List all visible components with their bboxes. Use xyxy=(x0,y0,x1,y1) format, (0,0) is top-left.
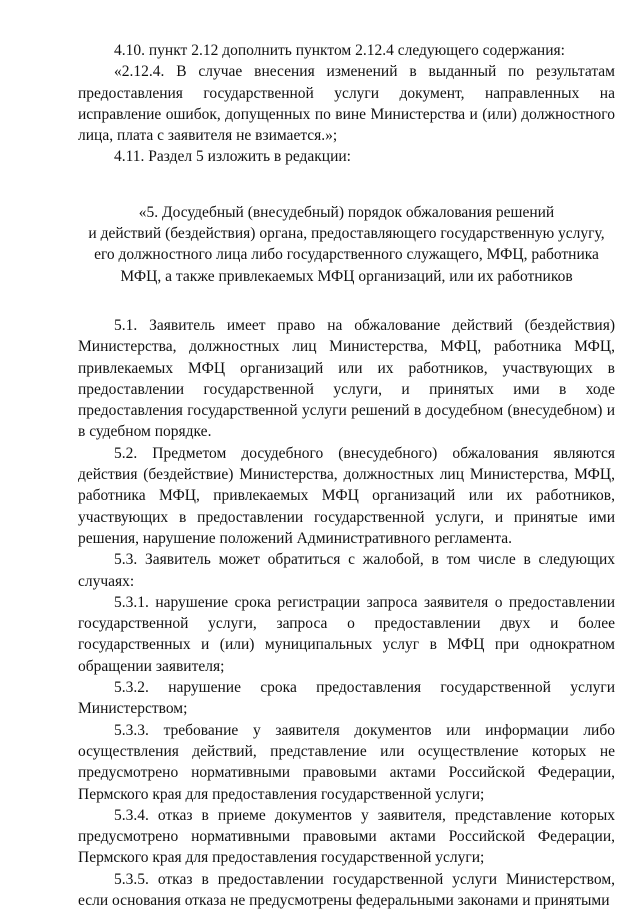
paragraph-5-1: 5.1. Заявитель имеет право на обжалование действий (бездействия) Министерства, должностных лиц Министерства, МФЦ, работника МФЦ, привлекаемых МФЦ организаций или их работников, участвующих в предоставлении государственной услуги, и принятых ими в ходе предоставления государственной услуги решений в досудебном (внесудебном) и в судебном порядке. xyxy=(78,316,615,441)
paragraph-5-3-2: 5.3.2. нарушение срока предоставления государственной услуги Министерством; xyxy=(78,679,615,718)
paragraph-4-11: 4.11. Раздел 5 изложить в редакции: xyxy=(114,148,351,166)
heading-line: «5. Досудебный (внесудебный) порядок обжалования решений xyxy=(138,203,555,221)
heading-line: его должностного лица либо государственного служащего, МФЦ, работника xyxy=(94,246,599,264)
paragraph-5-2: 5.2. Предметом досудебного (внесудебного) обжалования являются действия (бездействие) Министерства, должностных лиц Министерства, МФЦ, работника МФЦ, привлекаемых МФЦ организаций или их работников, участвующих в предоставлении государственной услуги, и принятые ими решения, нарушение положений Административного регламента. xyxy=(78,444,615,547)
paragraph-5-3-3: 5.3.3. требование у заявителя документов или информации либо осуществления действий, представление или осуществление которых не предусмотрено нормативными правовыми актами Российской Федерации, Пермского края для предоставления государственной услуги; xyxy=(78,721,615,803)
paragraph-5-3: 5.3. Заявитель может обратиться с жалобой, в том числе в следующих случаях: xyxy=(78,551,615,590)
heading-line: МФЦ, а также привлекаемых МФЦ организаций, или их работников xyxy=(120,267,573,285)
paragraph-5-3-4: 5.3.4. отказ в приеме документов у заявителя, представление которых предусмотрено нормативными правовыми актами Российской Федерации, Пермского края для предоставления государственной услуги; xyxy=(78,806,615,867)
paragraph-2-12-4: «2.12.4. В случае внесения изменений в выданный по результатам предоставления государственной услуги документ, направленных на исправление ошибок, допущенных по вине Министерства и (или) должностного лица, плата с заявителя не взимается.»; xyxy=(78,63,615,145)
paragraph-5-3-1: 5.3.1. нарушение срока регистрации запроса заявителя о предоставлении государственной услуги, запроса о предоставлении двух и более государственных и (или) муниципальных услуг в МФЦ при однократном обращении заявителя; xyxy=(78,593,615,675)
heading-line: и действий (бездействия) органа, предоставляющего государственную услугу, xyxy=(88,225,605,243)
paragraph-4-10: 4.10. пункт 2.12 дополнить пунктом 2.12.4 следующего содержания: xyxy=(114,42,565,59)
paragraph-5-3-5: 5.3.5. отказ в предоставлении государственной услуги Министерством, если основания отказа не предусмотрены федеральными законами и принятыми xyxy=(78,870,615,909)
section-5-heading xyxy=(78,202,615,287)
document-page xyxy=(78,40,615,911)
